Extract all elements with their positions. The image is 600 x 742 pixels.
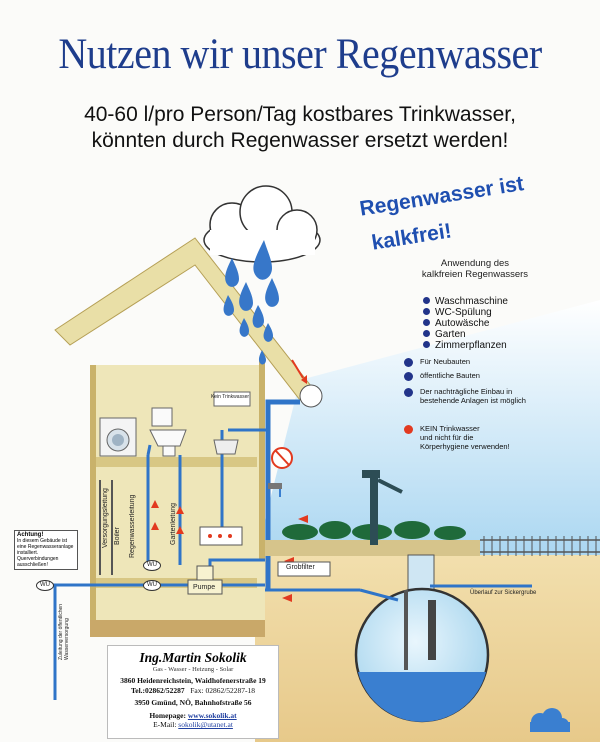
label-ueberlauf: Überlauf zur Sickergrube (470, 590, 537, 596)
uses-item: Garten (423, 329, 466, 340)
label-wu-2: WU (143, 580, 161, 591)
email-label: E-Mail: (153, 720, 179, 729)
label-wu-3: WU (36, 580, 54, 591)
achtung-text: In diesem Gebäude ist eine Regenwasseranlage installiert. Querverbindungen ausschließen! (17, 538, 74, 568)
label-gartenleitung: Gartenleitung (170, 502, 177, 545)
fax: Fax: 02862/52287-18 (190, 685, 256, 695)
achtung-title: Achtung! (17, 532, 44, 538)
achtung-box (14, 530, 78, 570)
uses-title (410, 258, 540, 280)
gutter-funnel (300, 385, 322, 407)
label-wu-1: WU (143, 560, 161, 571)
page-title: Nutzen wir unser Regenwasser (58, 31, 542, 78)
subtitle-line-2: könnten durch Regenwasser ersetzt werden! (91, 129, 509, 152)
uses-item: Autowäsche (423, 318, 489, 329)
phone: Tel.:02862/52287 (130, 685, 185, 695)
label-zuleitung: Zuleitung der öffentlichen Wasserversorgung (58, 603, 70, 660)
address-1: 3860 Heidenreichstein, Waidhofenerstraße 19 (120, 676, 266, 685)
label-boiler: Boiler (114, 527, 121, 545)
label-kein-trinkwasser: Kein Trinkwasser (210, 394, 250, 400)
business-card (107, 645, 279, 739)
uses-item: Zimmerpflanzen (423, 340, 507, 351)
washing-machine-icon (100, 418, 136, 456)
slogan-line-2: kalkfrei! (370, 219, 454, 255)
label-regenwasserleitung: Regenwasserleitung (129, 494, 136, 558)
note-new-buildings: Für Neubauten (404, 357, 470, 366)
slogan-line-1: Regenwasser ist (358, 172, 526, 221)
uses-title-line-1: Anwendung des (440, 258, 510, 269)
label-pumpe: Pumpe (193, 584, 216, 591)
uses-item: Waschmaschine (423, 296, 508, 307)
homepage-line (108, 711, 278, 721)
note-public-buildings: öffentliche Bauten (404, 371, 480, 380)
email-link[interactable]: sokolik@utanet.at (178, 720, 233, 729)
email-line (108, 720, 278, 730)
homepage-label: Homepage: (149, 710, 188, 720)
note-retrofit: Der nachträgliche Einbau in bestehende Anlagen ist möglich (404, 387, 526, 405)
label-versorgungsleitung: Versorgungsleitung (102, 488, 109, 548)
phone-fax-line (108, 686, 278, 696)
uses-item: WC-Spülung (423, 307, 492, 318)
uses-title-line-2: kalkfreien Regenwassers (421, 269, 529, 280)
label-grobfilter: Grobfilter (286, 564, 315, 571)
address-2: 3950 Gmünd, NÖ, Bahnhofstraße 56 (134, 698, 252, 707)
note-warning: KEIN Trinkwasser und nicht für die Körperhygiene verwenden! (404, 424, 510, 451)
subtitle-line-1: 40-60 l/pro Person/Tag kostbares Trinkwasser, (84, 103, 516, 126)
homepage-link[interactable]: www.sokolik.at (187, 710, 237, 720)
company-name: Ing.Martin Sokolik (139, 650, 247, 665)
company-trade: Gas - Wasser - Heizung - Solar (152, 666, 234, 673)
